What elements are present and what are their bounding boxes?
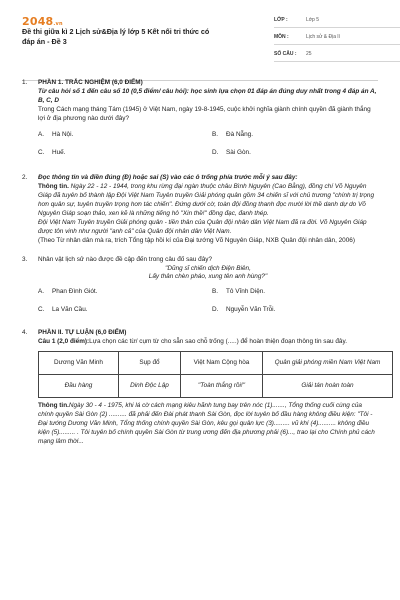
- table-cell: Quân giải phóng miền Nam Việt Nam: [263, 352, 393, 375]
- option-c[interactable]: [38, 306, 212, 315]
- info-source: (Theo Từ nhân dân mà ra, trích Tổng tập hồi kí của Đại tướng Võ Nguyên Giáp, NXB Quân đội nhân dân, 2006): [38, 236, 355, 244]
- option-d[interactable]: [212, 306, 372, 315]
- meta-row-subject: [274, 30, 400, 45]
- option-letter: A.: [38, 288, 45, 296]
- meta-value: Lịch sử & Địa lí: [306, 33, 340, 40]
- meta-row-class: [274, 13, 400, 28]
- instruction: Từ câu hỏi số 1 đến câu số 10 (0,5 điểm/ câu hỏi): học sinh lựa chọn 01 đáp án đúng duy nhất trong 4 đáp án A, B, C, D: [38, 87, 377, 104]
- sub-question: [38, 338, 378, 347]
- table-cell: Đầu hàng: [39, 375, 119, 398]
- info-paragraph-1: [38, 183, 378, 219]
- table-row: [39, 375, 393, 398]
- option-a[interactable]: [38, 131, 212, 140]
- option-letter: A.: [38, 130, 45, 138]
- option-letter: B.: [212, 288, 219, 296]
- option-text: Tô Vĩnh Diện.: [226, 288, 266, 296]
- option-text: Phan Đình Giót.: [52, 288, 98, 296]
- sub-question-label: Câu 1 (2,0 điểm):: [38, 338, 90, 346]
- info-label: Thông tin.: [38, 402, 69, 410]
- question-4: [22, 329, 381, 447]
- option-letter: C.: [38, 148, 45, 156]
- meta-row-count: [274, 47, 400, 62]
- info-paragraph-2: Đội Việt Nam Tuyên truyền Giải phóng quân - tiền thân của Quân đội nhân dân Việt Nam đã ra đời. Võ Nguyên Giáp được tôn vinh như người "anh cả" của Quân đội nhân dân Việt Nam.: [38, 218, 367, 235]
- option-text: Sài Gòn.: [226, 148, 251, 156]
- option-d[interactable]: [212, 149, 372, 158]
- table-cell: Sụp đổ: [119, 352, 181, 375]
- option-text: Đà Nẵng.: [226, 130, 253, 138]
- info-text: Ngày 22 - 12 - 1944, trong khu rừng đại ngàn thuộc châu Bình Nguyên (Cao Bằng), đồng chí Võ Nguyên Giáp đã tuyên bố thành lập Đội Việt Nam Tuyên truyền Giải phóng quân gồm 34 chiến sĩ với chủ trương "chính trị trọng hơn quân sự, tuyên truyền trọng hơn tác chiến". Đứng dưới cờ, toàn đội đồng thanh đọc mười lời thề danh dự do Võ Nguyên Giáp soạn thảo, xen kẽ là những tiếng hô "Xin thề!" đồng đạc, đanh thép.: [38, 182, 375, 217]
- sub-question-text: Lựa chọn các từ/ cụm từ cho sẵn sao chỗ trống (.....) để hoàn thiện đoạn thông tin sau đây.: [89, 338, 347, 346]
- question-3: [22, 256, 378, 316]
- table-cell: Dương Văn Minh: [39, 352, 119, 375]
- question-1: [22, 79, 378, 158]
- section-heading: PHẦN 1. TRẮC NGHIỆM (6,0 ĐIỂM): [38, 79, 143, 86]
- exam-title: Đề thi giữa kì 2 Lịch sử&Địa lý lớp 5 Kết nối tri thức có đáp án - Đề 3: [22, 27, 210, 47]
- option-letter: C.: [38, 306, 45, 314]
- option-text: Nguyễn Văn Trỗi.: [226, 306, 276, 314]
- logo-suffix: .vn: [53, 21, 63, 27]
- option-letter: D.: [212, 148, 219, 156]
- question-text: Nhân vật lịch sử nào được đề cập đến trong câu đố sau đây?: [38, 255, 213, 263]
- section-heading: PHẦN II. TỰ LUẬN (6,0 ĐIỂM): [38, 329, 127, 337]
- question-number: 4.: [22, 329, 28, 337]
- word-bank-table: [38, 351, 393, 398]
- page-header: [22, 0, 378, 62]
- option-letter: D.: [212, 306, 219, 314]
- meta-value: Lớp 5: [306, 16, 320, 23]
- option-letter: B.: [212, 130, 219, 138]
- exam-meta: [274, 13, 400, 64]
- question-2: [22, 174, 378, 246]
- info-label: Thông tin.: [38, 182, 69, 190]
- option-text: Hà Nội.: [52, 130, 74, 138]
- meta-value: 25: [306, 50, 312, 57]
- meta-key: MÔN :: [274, 33, 289, 40]
- verse-line-2: Lấy thân chèn pháo, xung tên anh hùng?": [148, 273, 268, 281]
- question-number: 1.: [22, 79, 28, 86]
- option-text: La Văn Cầu.: [52, 306, 88, 314]
- instruction: Đọc thông tin và điền đúng (Đ) hoặc sai (S) vào các ô trống phía trước mỗi ý sau đây:: [38, 173, 298, 181]
- table-cell: "Toàn thắng rồi!": [181, 375, 263, 398]
- option-b[interactable]: [212, 131, 372, 140]
- table-cell: Việt Nam Cộng hòa: [181, 352, 263, 375]
- meta-key: SỐ CÂU :: [274, 50, 297, 57]
- answer-options: [38, 288, 378, 315]
- option-b[interactable]: [212, 288, 372, 297]
- option-c[interactable]: [38, 149, 212, 158]
- info-paragraph: [38, 402, 378, 447]
- meta-key: LỚP :: [274, 16, 288, 23]
- logo-text: 2048: [22, 15, 54, 28]
- question-text: Trong Cách mạng tháng Tám (1945) ở Việt Nam, ngày 19-8-1945, cuộc khởi nghĩa giành chính quyền đã giành thắng lợi ở địa phương nào dưới đây?: [38, 105, 371, 122]
- verse-line-1: "Dũng sĩ chiến dịch Điện Biên,: [165, 264, 251, 272]
- question-number: 2.: [22, 173, 28, 181]
- table-row: [39, 352, 393, 375]
- table-cell: Giải tán hoàn toàn: [263, 375, 393, 398]
- table-cell: Dinh Độc Lập: [119, 375, 181, 398]
- option-a[interactable]: [38, 288, 212, 297]
- question-number: 3.: [22, 255, 28, 263]
- answer-options: [38, 131, 378, 158]
- info-text: Ngày 30 - 4 - 1975, khi lá cờ cách mạng kiêu hãnh tung bay trên nóc (1)......., Tổng thống cuối cùng của chính quyền Sài Gòn (2) .......... đã phải đến Đài phát thanh Sài Gòn, đọc lời tuyên bố đầu hàng không điều kiện: "Tôi - Đại tướng Dương Văn Minh, Tổng thống chính quyền Sài Gòn, kêu gọi quân lực (3)......... vũ khí (4).......... không điều kiện (5)......... . Tôi tuyên bố chính quyền Sài Gòn từ trung ương đến địa phương phải (6)..., trao lại cho Chính phủ cách mạng lâm thời...: [38, 402, 375, 446]
- option-text: Huế.: [52, 148, 66, 156]
